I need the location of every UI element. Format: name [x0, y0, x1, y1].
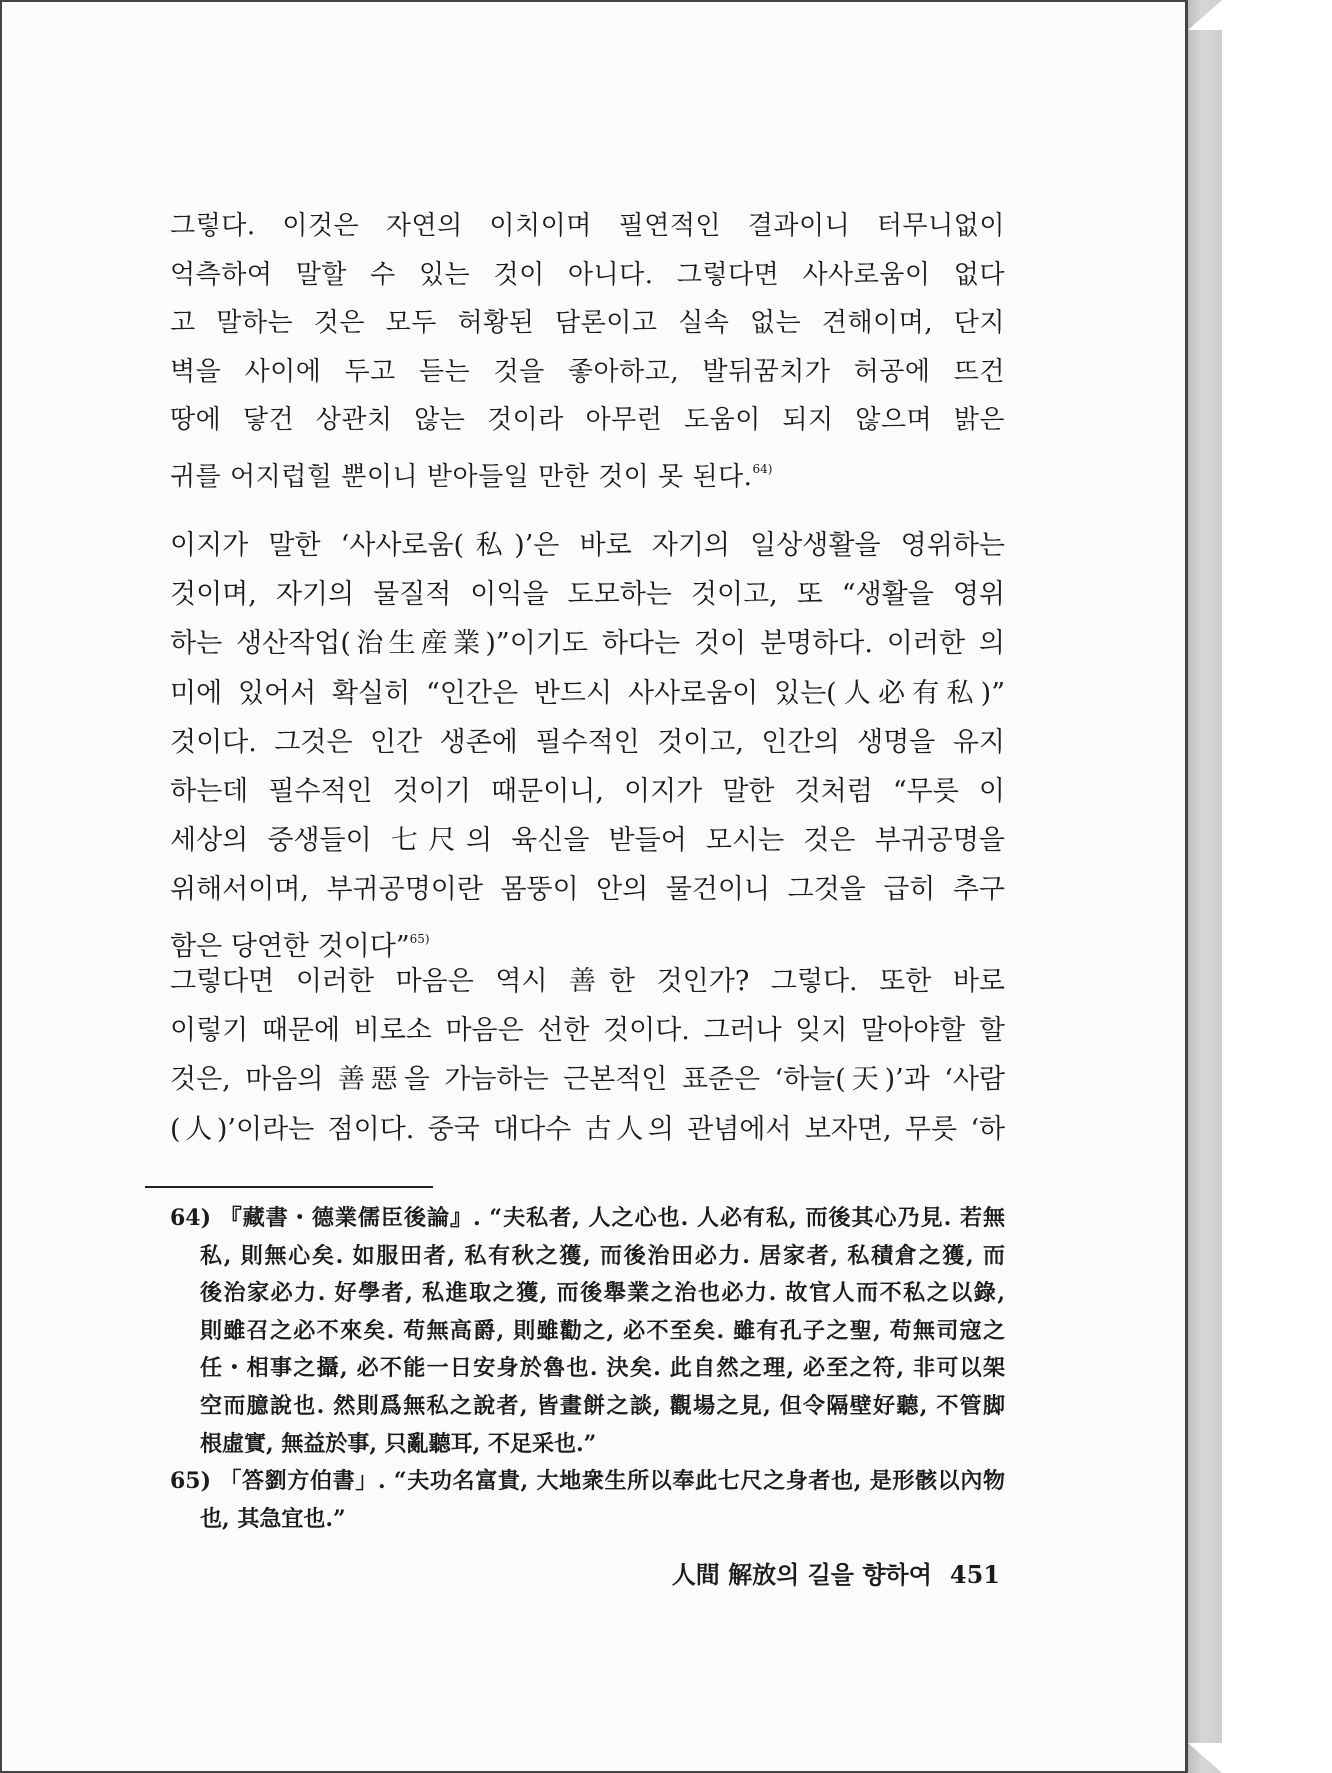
footnotes	[170, 1200, 1005, 1538]
quote-line: 억측하여 말할 수 있는 것이 아니다. 그렇다면 사사로움이 없다	[170, 259, 1005, 290]
quote-last-line	[170, 445, 1005, 502]
footnote-64-line: 根虛實, 無益於事, 只亂聽耳, 不足采也.”	[200, 1430, 597, 1457]
book-edge	[1188, 0, 1222, 1773]
running-footer	[672, 1555, 1000, 1590]
footnote-65-line: 65) 「答劉方伯書」. “夫功名富貴, 大地衆生所以奉此七尺之身者也, 是形骸以內物	[170, 1468, 1005, 1495]
footnote-64-line: 私, 則無心矣. 如服田者, 私有秋之獲, 而後治田必力. 居家者, 私積倉之獲, 而	[200, 1242, 1005, 1269]
quote-line: 고 말하는 것은 모두 허황된 담론이고 실속 없는 견해이며, 단지	[170, 308, 1005, 339]
footnote-64-line: 64) 『藏書・德業儒臣後論』. “夫私者, 人之心也. 人必有私, 而後其心乃見. 若無	[170, 1205, 1005, 1231]
footnote-reference-64[interactable]: 64)	[752, 461, 773, 476]
quote-line: 땅에 닿건 상관치 않는 것이라 아무런 도움이 되지 않으며 밝은	[170, 405, 1005, 436]
footnote-65-line: 也, 其急宜也.”	[200, 1505, 346, 1532]
block-quote	[170, 202, 1005, 502]
paragraph-line: 그렇다면 이러한 마음은 역시 善한 것인가? 그렇다. 또한 바로	[170, 966, 1005, 997]
paragraph-line: 위해서이며, 부귀공명이란 몸뚱이 안의 물건이니 그것을 급히 추구	[170, 874, 1005, 906]
quote-line: 벽을 사이에 두고 듣는 것을 좋아하고, 발뒤꿈치가 허공에 뜨건	[170, 356, 1005, 387]
footnote-reference-65[interactable]: 65)	[409, 931, 430, 946]
paragraph-line: 하는데 필수적인 것이기 때문이니, 이지가 말한 것처럼 “무릇 이	[170, 776, 1005, 808]
paragraph-line: 이렇기 때문에 비로소 마음은 선한 것이다. 그러나 잊지 말아야할 할	[170, 1015, 1005, 1047]
footnote-64-line: 空而臆說也. 然則爲無私之說者, 皆畫餅之談, 觀場之見, 但令隔壁好聽, 不管脚	[200, 1392, 1005, 1419]
paragraph-2	[170, 957, 1005, 1154]
paragraph-1	[170, 521, 1005, 971]
paragraph-line: 미에 있어서 확실히 “인간은 반드시 사사로움이 있는(人必有私)”	[170, 677, 1005, 709]
paragraph-line: 함은 당연한 것이다”	[170, 930, 410, 962]
page-number: 451	[949, 1560, 1000, 1589]
book-edge-bottom-cut	[1188, 1743, 1222, 1773]
paragraph-line: 것이며, 자기의 물질적 이익을 도모하는 것이고, 또 “생활을 영위	[170, 579, 1005, 611]
footnote-64-line: 任・相事之攝, 必不能一日安身於魯也. 決矣. 此自然之理, 必至之符, 非可以架	[200, 1355, 1005, 1382]
footnote-64-line: 後治家必力. 好學者, 私進取之獲, 而後舉業之治也必力. 故官人而不私之以錄,	[200, 1280, 1005, 1307]
running-footer-title: 人間 解放의 길을 향하여	[671, 1560, 932, 1589]
paragraph-line: 세상의 중생들이 七尺의 육신을 받들어 모시는 것은 부귀공명을	[170, 825, 1005, 857]
quote-line: 그렇다. 이것은 자연의 이치이며 필연적인 결과이니 터무니없이	[170, 211, 1005, 241]
paragraph-line: 이지가 말한 ‘사사로움(私)’은 바로 자기의 일상생활을 영위하는	[170, 530, 1005, 561]
paragraph-line: 하는 생산작업(治生産業)”이기도 하다는 것이 분명하다. 이러한 의	[170, 628, 1005, 660]
paragraph-line: 것이다. 그것은 인간 생존에 필수적인 것이고, 인간의 생명을 유지	[170, 726, 1005, 758]
paragraph-line: (人)’이라는 점이다. 중국 대다수 古人의 관념에서 보자면, 무릇 ‘하	[170, 1113, 1005, 1145]
book-edge-top-cut	[1188, 0, 1222, 30]
paragraph-line: 것은, 마음의 善惡을 가늠하는 근본적인 표준은 ‘하늘(天)’과 ‘사람	[170, 1064, 1005, 1096]
quote-line: 귀를 어지럽힐 뿐이니 받아들일 만한 것이 못 된다.	[170, 461, 753, 492]
footnote-divider	[145, 1186, 433, 1188]
footnote-64-line: 則雖召之必不來矣. 苟無高爵, 則雖勸之, 必不至矣. 雖有孔子之聖, 苟無司寇之	[200, 1317, 1005, 1344]
